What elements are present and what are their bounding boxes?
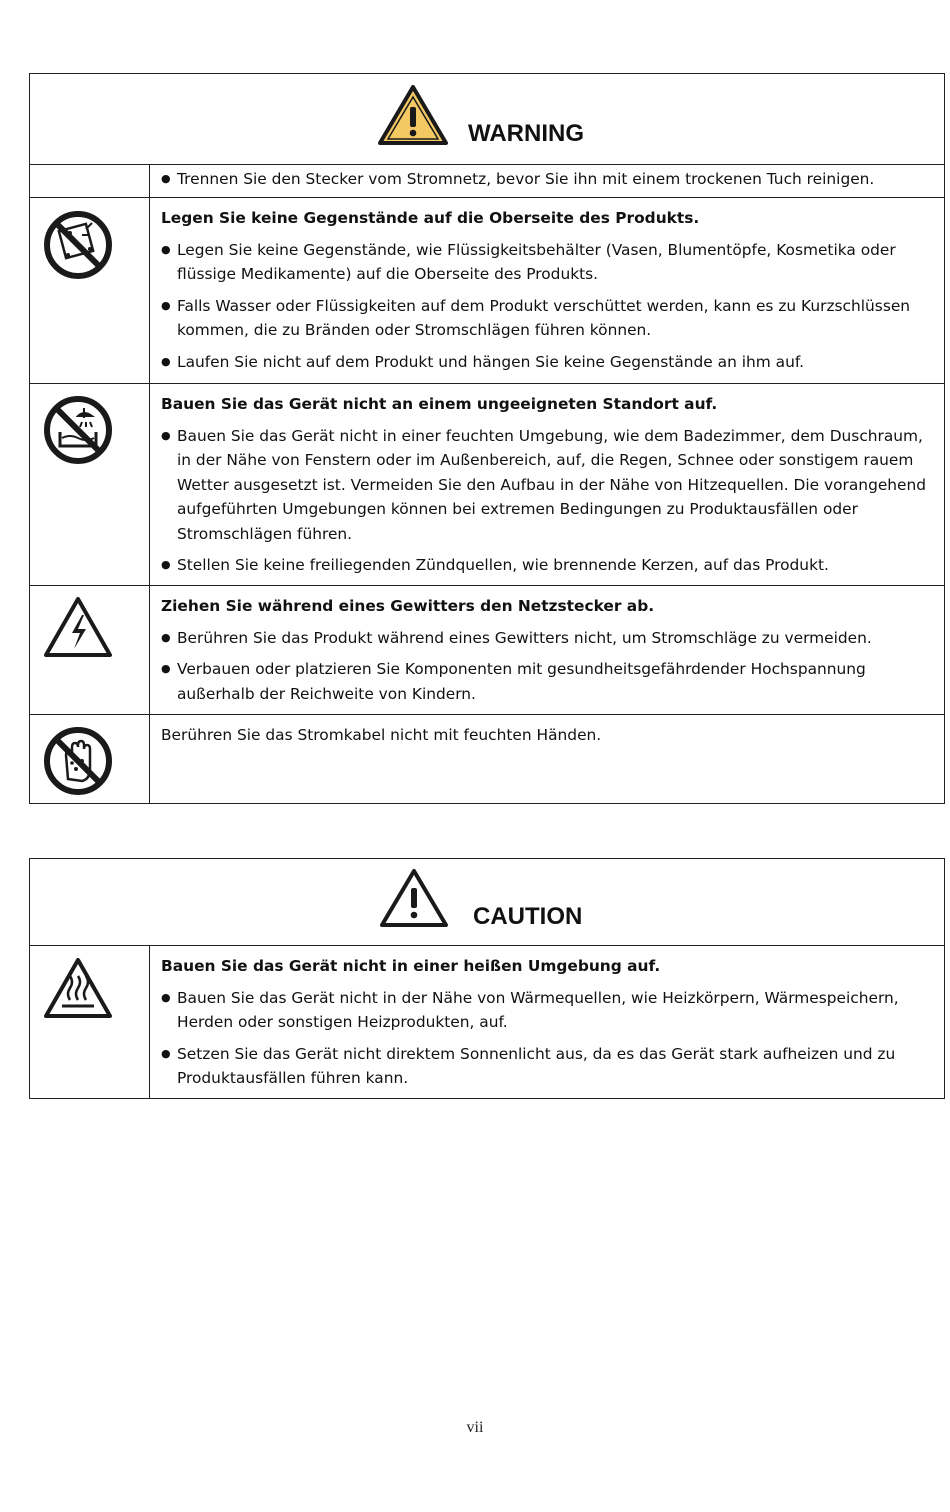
bullet-item: ● Stellen Sie keine freiliegenden Zündquellen, wie brennende Kerzen, auf das Produkt. [161,553,936,578]
caution-row-hot [30,946,944,1098]
row-heading: Ziehen Sie während eines Gewitters den Netzstecker ab. [161,597,655,615]
warning-row-location [30,383,944,585]
bullet-item: ● Trennen Sie den Stecker vom Stromnetz, bevor Sie ihn mit einem trockenen Tuch reinigen. [161,167,936,192]
warning-title: WARNING [468,120,584,147]
caution-header [30,859,944,946]
bullet-item: ● Laufen Sie nicht auf dem Produkt und hängen Sie keine Gegenstände an ihm auf. [161,350,936,375]
warning-box [29,73,945,804]
warning-row-thunderstorm [30,585,944,714]
row-text: Berühren Sie das Stromkabel nicht mit feuchten Händen. [161,726,602,744]
caution-triangle-icon [379,868,449,928]
row-heading: Bauen Sie das Gerät nicht an einem ungeeigneten Standort auf. [161,395,718,413]
bullet-item: ● Legen Sie keine Gegenstände, wie Flüssigkeitsbehälter (Vasen, Blumentöpfe, Kosmetika oder flüssige Medikamente) auf die Oberseite des Produkts. [161,238,936,287]
bullet-item: ● Falls Wasser oder Flüssigkeiten auf dem Produkt verschüttet werden, kann es zu Kurzschlüssen kommen, die zu Bränden oder Stromschlägen führen können. [161,294,936,343]
warning-row-wet-hands [30,714,944,803]
bullet-item: ● Bauen Sie das Gerät nicht in der Nähe von Wärmequellen, wie Heizkörpern, Wärmespeichern, Herden oder sonstigen Heizprodukten, auf. [161,986,936,1035]
row-heading: Legen Sie keine Gegenstände auf die Oberseite des Produkts. [161,209,700,227]
warning-row-cleaning [30,165,944,197]
page-number: vii [466,1419,484,1436]
no-wet-location-icon [42,394,114,466]
no-objects-on-top-icon [42,209,114,281]
row-heading: Bauen Sie das Gerät nicht in einer heißen Umgebung auf. [161,957,661,975]
bullet-item: ● Berühren Sie das Produkt während eines Gewitters nicht, um Stromschläge zu vermeiden. [161,626,936,651]
empty-icon-cell [30,165,150,197]
warning-triangle-icon [377,84,449,146]
warning-row-no-objects [30,197,944,383]
bullet-item: ● Setzen Sie das Gerät nicht direktem Sonnenlicht aus, da es das Gerät stark aufheizen und zu Produktausfällen führen kann. [161,1042,936,1091]
bullet-item: ● Verbauen oder platzieren Sie Komponenten mit gesundheitsgefährdender Hochspannung außerhalb der Reichweite von Kindern. [161,657,936,706]
no-wet-hands-icon [42,725,114,797]
bullet-item: ● Bauen Sie das Gerät nicht in einer feuchten Umgebung, wie dem Badezimmer, dem Duschraum, in der Nähe von Fenstern oder im Außenbereich, auf, die Regen, Schnee oder sonstigem rauem Wetter ausgesetzt ist. Vermeiden Sie den Aufbau in der Nähe von Hitzequellen. Die vorangehend aufgeführten Umgebungen können bei extremen Bedingungen zu Produktausfällen oder Stromschlägen führen. [161,424,936,547]
high-voltage-warning-icon [42,595,114,659]
caution-title: CAUTION [473,903,583,930]
hot-surface-warning-icon [42,956,114,1020]
caution-box [29,858,945,1099]
warning-header [30,74,944,165]
